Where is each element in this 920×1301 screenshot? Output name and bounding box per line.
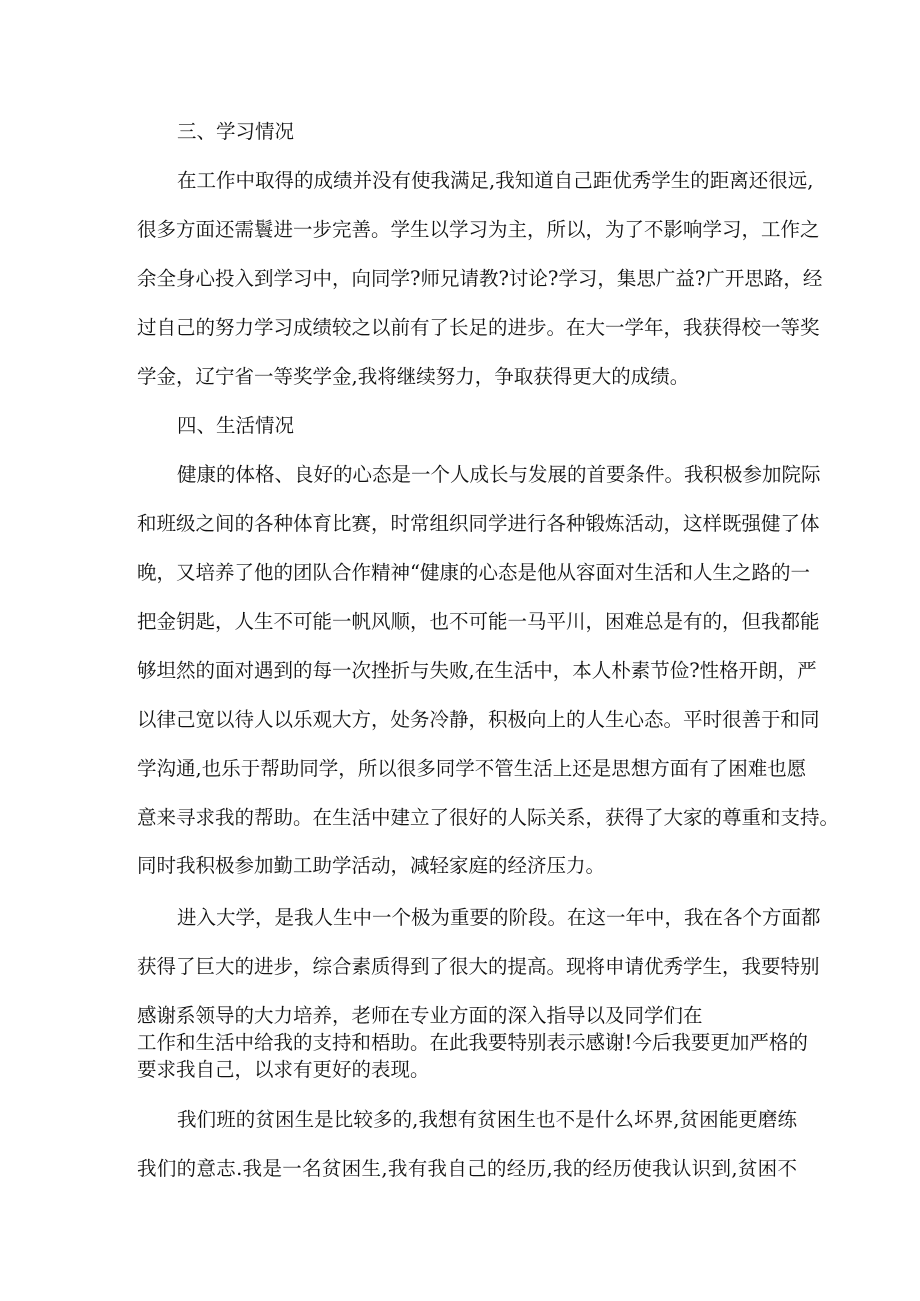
paragraph-line: 进入大学，是我人生中一个极为重要的阶段。在这一年中，我在各个方面都 [177,906,821,929]
paragraph-line: 把金钥匙，人生不可能一帆风顺，也不可能一马平川，困难总是有的，但我都能 [137,610,820,633]
paragraph-line: 同时我积极参加勤工助学活动，减轻家庭的经济压力。 [137,854,606,877]
paragraph-line: 学沟通,也乐于帮助同学，所以很多同学不管生活上还是思想方面有了困难也愿 [137,757,807,780]
paragraph-line: 我们班的贫困生是比较多的,我想有贫困生也不是什么坏界,贫困能更磨练 [177,1108,797,1131]
paragraph-line: 感谢系领导的大力培养，老师在专业方面的深入指导以及同学们在 [137,1004,703,1027]
paragraph-line: 很多方面还需鬟进一步完善。学生以学习为主，所以，为了不影响学习，工作之 [137,218,820,241]
paragraph-line: 工作和生活中给我的支持和梧助。在此我要特别表示感谢!今后我要更加严格的 [137,1031,808,1054]
paragraph-line: 我们的意志.我是一名贫困生,我有我自己的经历,我的经历使我认识到,贫困不 [137,1157,797,1180]
paragraph-line: 在工作中取得的成绩并没有使我满足,我知道自己距优秀学生的距离还很远, [177,169,814,192]
paragraph-line: 意来寻求我的帮助。在生活中建立了很好的人际关系，获得了大家的尊重和支持。 [137,806,840,829]
paragraph-line: 要求我自己，以求有更好的表现。 [137,1058,430,1081]
section-heading-life: 四、生活情况 [177,414,295,437]
paragraph-line: 余全身心投入到学习中，向同学?师兄请教?讨论?学习，集思广益?广开思路，经 [137,267,823,290]
paragraph-line: 和班级之间的各种体育比赛，时常组织同学进行各种锻炼活动，这样既强健了体 [137,512,820,535]
paragraph-line: 晚，又培养了他的团队合作精神“健康的心态是他从容面对生活和人生之路的一 [137,561,810,584]
paragraph-line: 学金，辽宁省一等奖学金,我将继续努力，争取获得更大的成绩。 [137,365,690,388]
paragraph-line: 获得了巨大的进步，综合素质得到了很大的提高。现将申请优秀学生，我要特别 [137,955,820,978]
paragraph-line: 够坦然的面对遇到的每一次挫折与失败,在生活中，本人朴素节俭?性格开朗，严 [137,659,817,682]
paragraph-line: 健康的体格、良好的心态是一个人成长与发展的首要条件。我积极参加院际 [177,463,821,486]
paragraph-line: 过自己的努力学习成绩较之以前有了长足的进步。在大一学年，我获得校一等奖 [137,316,820,339]
paragraph-line: 以律己宽以待人以乐观大方，处务冷静，积极向上的人生心态。平时很善于和同 [137,708,820,731]
section-heading-study: 三、学习情况 [177,120,295,143]
